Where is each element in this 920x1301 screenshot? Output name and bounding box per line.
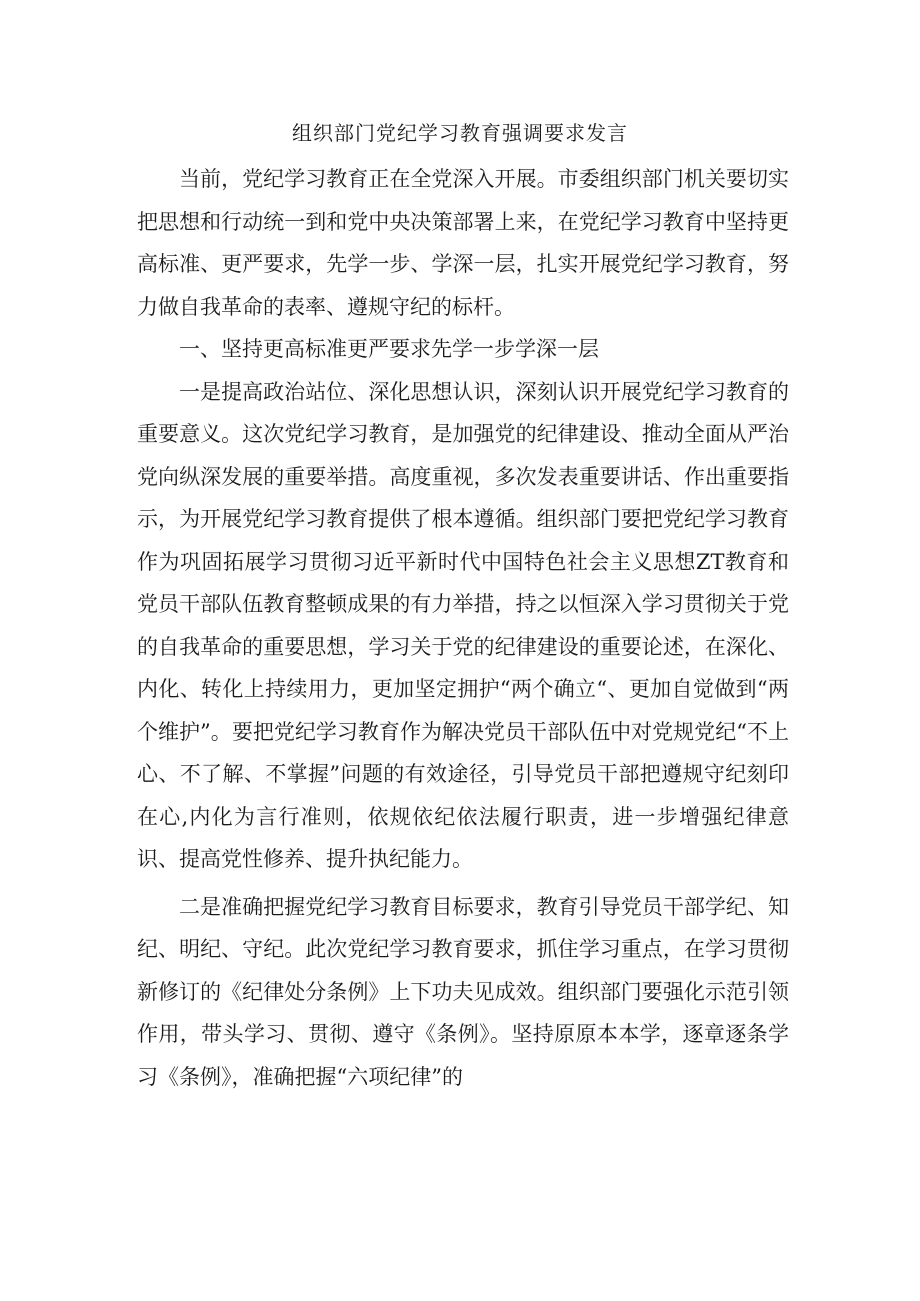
document-body <box>137 158 789 1098</box>
paragraph-point-1: 一是提高政治站位、深化思想认识，深刻认识开展党纪学习教育的重要意义。这次党纪学习教育，是加强党的纪律建设、推动全面从严治党向纵深发展的重要举措。高度重视，多次发表重要讲话、作出重要指示，为开展党纪学习教育提供了根本遵循。组织部门要把党纪学习教育作为巩固拓展学习贯彻习近平新时代中国特色社会主义思想ZT教育和党员干部队伍教育整顿成果的有力举措，持之以恒深入学习贯彻关于党的自我革命的重要思想，学习关于党的纪律建设的重要论述，在深化、内化、转化上持续用力，更加坚定拥护“两个确立“、更加自觉做到“两个维护”。要把党纪学习教育作为解决党员干部队伍中对党规党纪“不上心、不了解、不掌握”问题的有效途径，引导党员干部把遵规守纪刻印在心,内化为言行准则，依规依纪依法履行职责，进一步增强纪律意识、提高党性修养、提升执纪能力。 <box>137 379 789 871</box>
document-title: 组织部门党纪学习教育强调要求发言 <box>292 121 628 145</box>
paragraph-intro: 当前，党纪学习教育正在全党深入开展。市委组织部门机关要切实把思想和行动统一到和党中央决策部署上来，在党纪学习教育中坚持更高标准、更严要求，先学一步、学深一层，扎实开展党纪学习教育，努力做自我革命的表率、遵规守纪的标杆。 <box>137 167 789 319</box>
section-heading-1: 一、坚持更高标准更严要求先学一步学深一层 <box>179 337 599 361</box>
paragraph-point-2: 二是准确把握党纪学习教育目标要求，教育引导党员干部学纪、知纪、明纪、守纪。此次党纪学习教育要求，抓住学习重点，在学习贯彻新修订的《纪律处分条例》上下功夫见成效。组织部门要强化示范引领作用，带头学习、贯彻、遵守《条例》。坚持原原本本学，逐章逐条学习《条例》，准确把握“六项纪律”的 <box>137 894 789 1089</box>
